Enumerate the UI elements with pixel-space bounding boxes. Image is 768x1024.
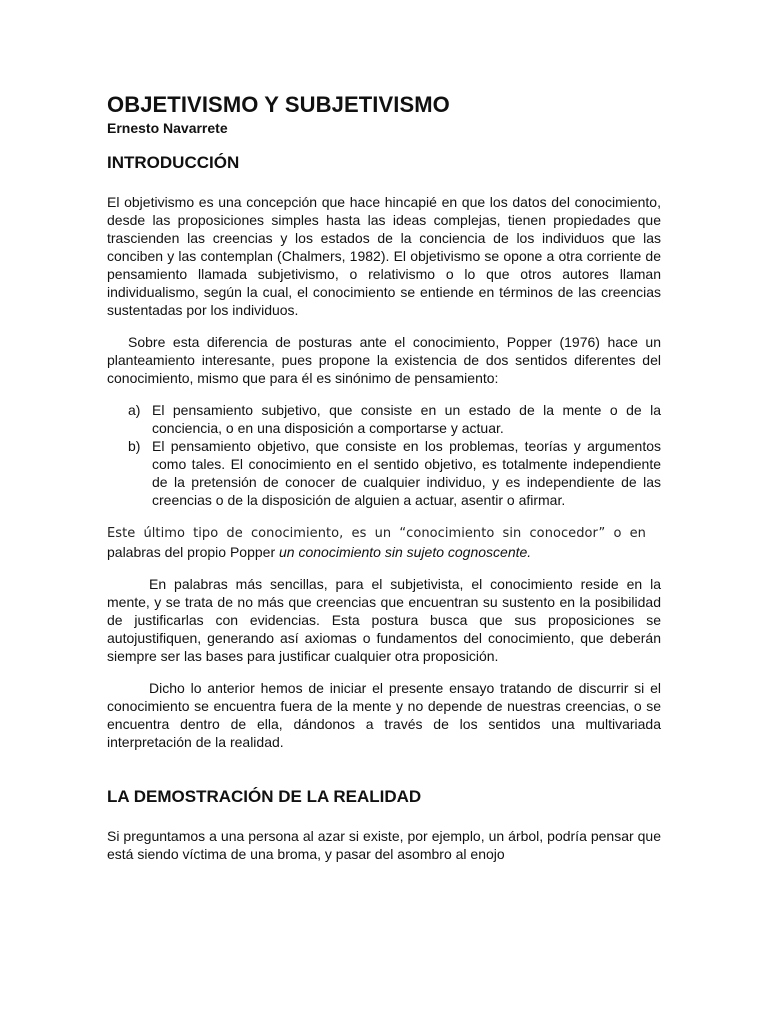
paragraph-ensayo: Dicho lo anterior hemos de iniciar el presente ensayo tratando de discurrir si el conocimiento se encuentra fuera de la mente y no depende de nuestras creencias, o se encuentra dentro de ella, dándonos a través de los sentidos una multivariada interpretación de la realidad. — [107, 680, 661, 750]
list-item-text: El pensamiento objetivo, que consiste en los problemas, teorías y argumentos como tales. El conocimiento en el sentido objetivo, es totalmente independiente de la pretensión de conocer de cualquier individuo, y es independiente de las creencias o de la disposición de alguien a actuar, asentir o afirmar. — [152, 438, 661, 508]
list-marker: a) — [128, 402, 141, 418]
paragraph-arbol: Si preguntamos a una persona al azar si existe, por ejemplo, un árbol, podría pensar que está siendo víctima de una broma, y pasar del asombro al enojo — [107, 828, 661, 862]
section-heading-realidad: LA DEMOSTRACIÓN DE LA REALIDAD — [107, 787, 422, 806]
quote-line: Este último tipo de conocimiento, es un “conocimiento sin conocedor” o en — [107, 526, 646, 541]
document-author: Ernesto Navarrete — [107, 120, 228, 136]
section-heading-introduccion: INTRODUCCIÓN — [107, 153, 240, 172]
list-marker: b) — [128, 438, 141, 454]
italic-quote: un conocimiento sin sujeto cognoscente. — [279, 544, 532, 560]
paragraph-popper: Sobre esta diferencia de posturas ante el conocimiento, Popper (1976) hace un planteamiento interesante, pues propone la existencia de dos sentidos diferentes del conocimiento, mismo que para él es sinónimo de pensamiento: — [107, 334, 661, 386]
paragraph-conocimiento-sin-conocedor — [107, 523, 661, 561]
popper-reference-text: palabras del propio Popper — [107, 544, 280, 560]
list-item-text: El pensamiento subjetivo, que consiste en un estado de la mente o de la conciencia, o en una disposición a comportarse y actuar. — [152, 402, 661, 436]
document-page — [107, 92, 661, 863]
list-item — [107, 437, 661, 509]
paragraph-objetivismo: El objetivismo es una concepción que hace hincapié en que los datos del conocimiento, desde las proposiciones simples hasta las ideas complejas, tienen propiedades que trascienden las creencias y los estados de la conciencia de los individuos que las conciben y las contemplan (Chalmers, 1982). El objetivismo se opone a otra corriente de pensamiento llamada subjetivismo, o relativismo o lo que otros autores llaman individualismo, según la cual, el conocimiento se entiende en términos de las creencias sustentadas por los individuos. — [107, 194, 661, 318]
paragraph-subjetivista: En palabras más sencillas, para el subjetivista, el conocimiento reside en la mente, y se trata de no más que creencias que encuentran su sustento en la posibilidad de justificarlas con evidencias. Esta postura busca que sus proposiciones se autojustifiquen, generando así axiomas o fundamentos del conocimiento, que deberán siempre ser las bases para justificar cualquier otra proposición. — [107, 576, 661, 664]
list-item — [107, 401, 661, 437]
document-title: OBJETIVISMO Y SUBJETIVISMO — [107, 92, 450, 117]
thought-types-list — [107, 401, 661, 509]
